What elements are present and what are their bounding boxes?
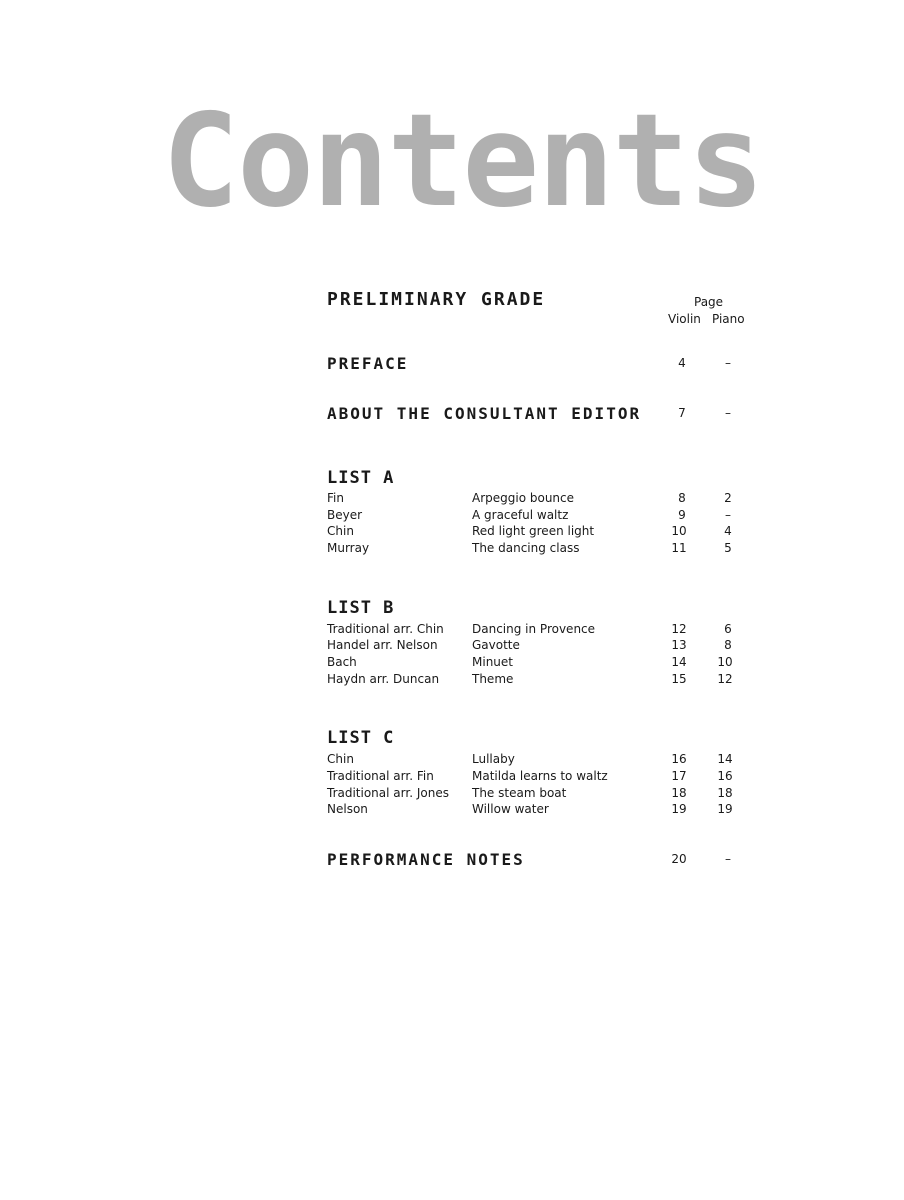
about-heading: ABOUT THE CONSULTANT EDITOR bbox=[327, 404, 642, 423]
preface-heading: PREFACE bbox=[327, 354, 409, 373]
list-item-composer: Bach bbox=[327, 655, 357, 669]
performance-piano-page: – bbox=[725, 852, 731, 866]
violin-column-header: Violin bbox=[668, 312, 701, 326]
list-c-heading: LIST C bbox=[327, 728, 395, 748]
list-item-piano-page: – bbox=[725, 508, 731, 522]
list-item-composer: Chin bbox=[327, 524, 354, 538]
list-b-heading: LIST B bbox=[327, 598, 395, 618]
list-item-piano-page: 2 bbox=[724, 491, 732, 505]
list-item-violin-page: 15 bbox=[671, 672, 687, 686]
list-item-title: Theme bbox=[472, 672, 514, 686]
list-item-title: Minuet bbox=[472, 655, 513, 669]
list-item-composer: Murray bbox=[327, 541, 370, 555]
list-item-piano-page: 6 bbox=[724, 622, 732, 636]
preface-piano-page: – bbox=[725, 356, 731, 370]
list-item-violin-page: 16 bbox=[671, 752, 687, 766]
list-item-violin-page: 17 bbox=[671, 769, 687, 783]
list-item-violin-page: 9 bbox=[678, 508, 686, 522]
list-item-composer: Chin bbox=[327, 752, 354, 766]
list-item-title: Dancing in Provence bbox=[472, 622, 596, 636]
list-item-composer: Fin bbox=[327, 491, 344, 505]
list-item-violin-page: 10 bbox=[671, 524, 687, 538]
piano-column-header: Piano bbox=[712, 312, 745, 326]
list-item-piano-page: 10 bbox=[717, 655, 733, 669]
list-item-composer: Traditional arr. Fin bbox=[327, 769, 434, 783]
list-item-piano-page: 19 bbox=[717, 802, 733, 816]
list-a-heading: LIST A bbox=[327, 468, 395, 488]
list-item-violin-page: 13 bbox=[671, 638, 687, 652]
list-item-title: Arpeggio bounce bbox=[472, 491, 575, 505]
list-item-violin-page: 11 bbox=[671, 541, 687, 555]
list-item-violin-page: 18 bbox=[671, 786, 687, 800]
list-item-title: Lullaby bbox=[472, 752, 515, 766]
list-item-violin-page: 12 bbox=[671, 622, 687, 636]
about-piano-page: – bbox=[725, 406, 731, 420]
grade-heading: PRELIMINARY GRADE bbox=[327, 289, 546, 310]
list-item-violin-page: 14 bbox=[671, 655, 687, 669]
preface-violin-page: 4 bbox=[678, 356, 686, 370]
about-violin-page: 7 bbox=[678, 406, 686, 420]
list-item-title: Willow water bbox=[472, 802, 549, 816]
list-item-title: The steam boat bbox=[472, 786, 567, 800]
performance-violin-page: 20 bbox=[671, 852, 687, 866]
list-item-piano-page: 4 bbox=[724, 524, 732, 538]
list-item-composer: Handel arr. Nelson bbox=[327, 638, 438, 652]
page-title: Contents bbox=[162, 87, 763, 236]
list-item-piano-page: 5 bbox=[724, 541, 732, 555]
list-item-composer: Traditional arr. Chin bbox=[327, 622, 444, 636]
performance-notes-heading: PERFORMANCE NOTES bbox=[327, 850, 525, 869]
list-item-piano-page: 16 bbox=[717, 769, 733, 783]
list-item-composer: Haydn arr. Duncan bbox=[327, 672, 440, 686]
list-item-composer: Traditional arr. Jones bbox=[327, 786, 449, 800]
list-item-piano-page: 8 bbox=[724, 638, 732, 652]
list-item-title: Gavotte bbox=[472, 638, 520, 652]
list-item-composer: Beyer bbox=[327, 508, 363, 522]
list-item-title: Red light green light bbox=[472, 524, 595, 538]
page-column-header: Page bbox=[694, 295, 724, 309]
list-item-title: A graceful waltz bbox=[472, 508, 569, 522]
list-item-piano-page: 14 bbox=[717, 752, 733, 766]
list-item-piano-page: 12 bbox=[717, 672, 733, 686]
list-item-title: The dancing class bbox=[472, 541, 580, 555]
list-item-violin-page: 8 bbox=[678, 491, 686, 505]
list-item-composer: Nelson bbox=[327, 802, 368, 816]
list-item-title: Matilda learns to waltz bbox=[472, 769, 608, 783]
list-item-violin-page: 19 bbox=[671, 802, 687, 816]
list-item-piano-page: 18 bbox=[717, 786, 733, 800]
